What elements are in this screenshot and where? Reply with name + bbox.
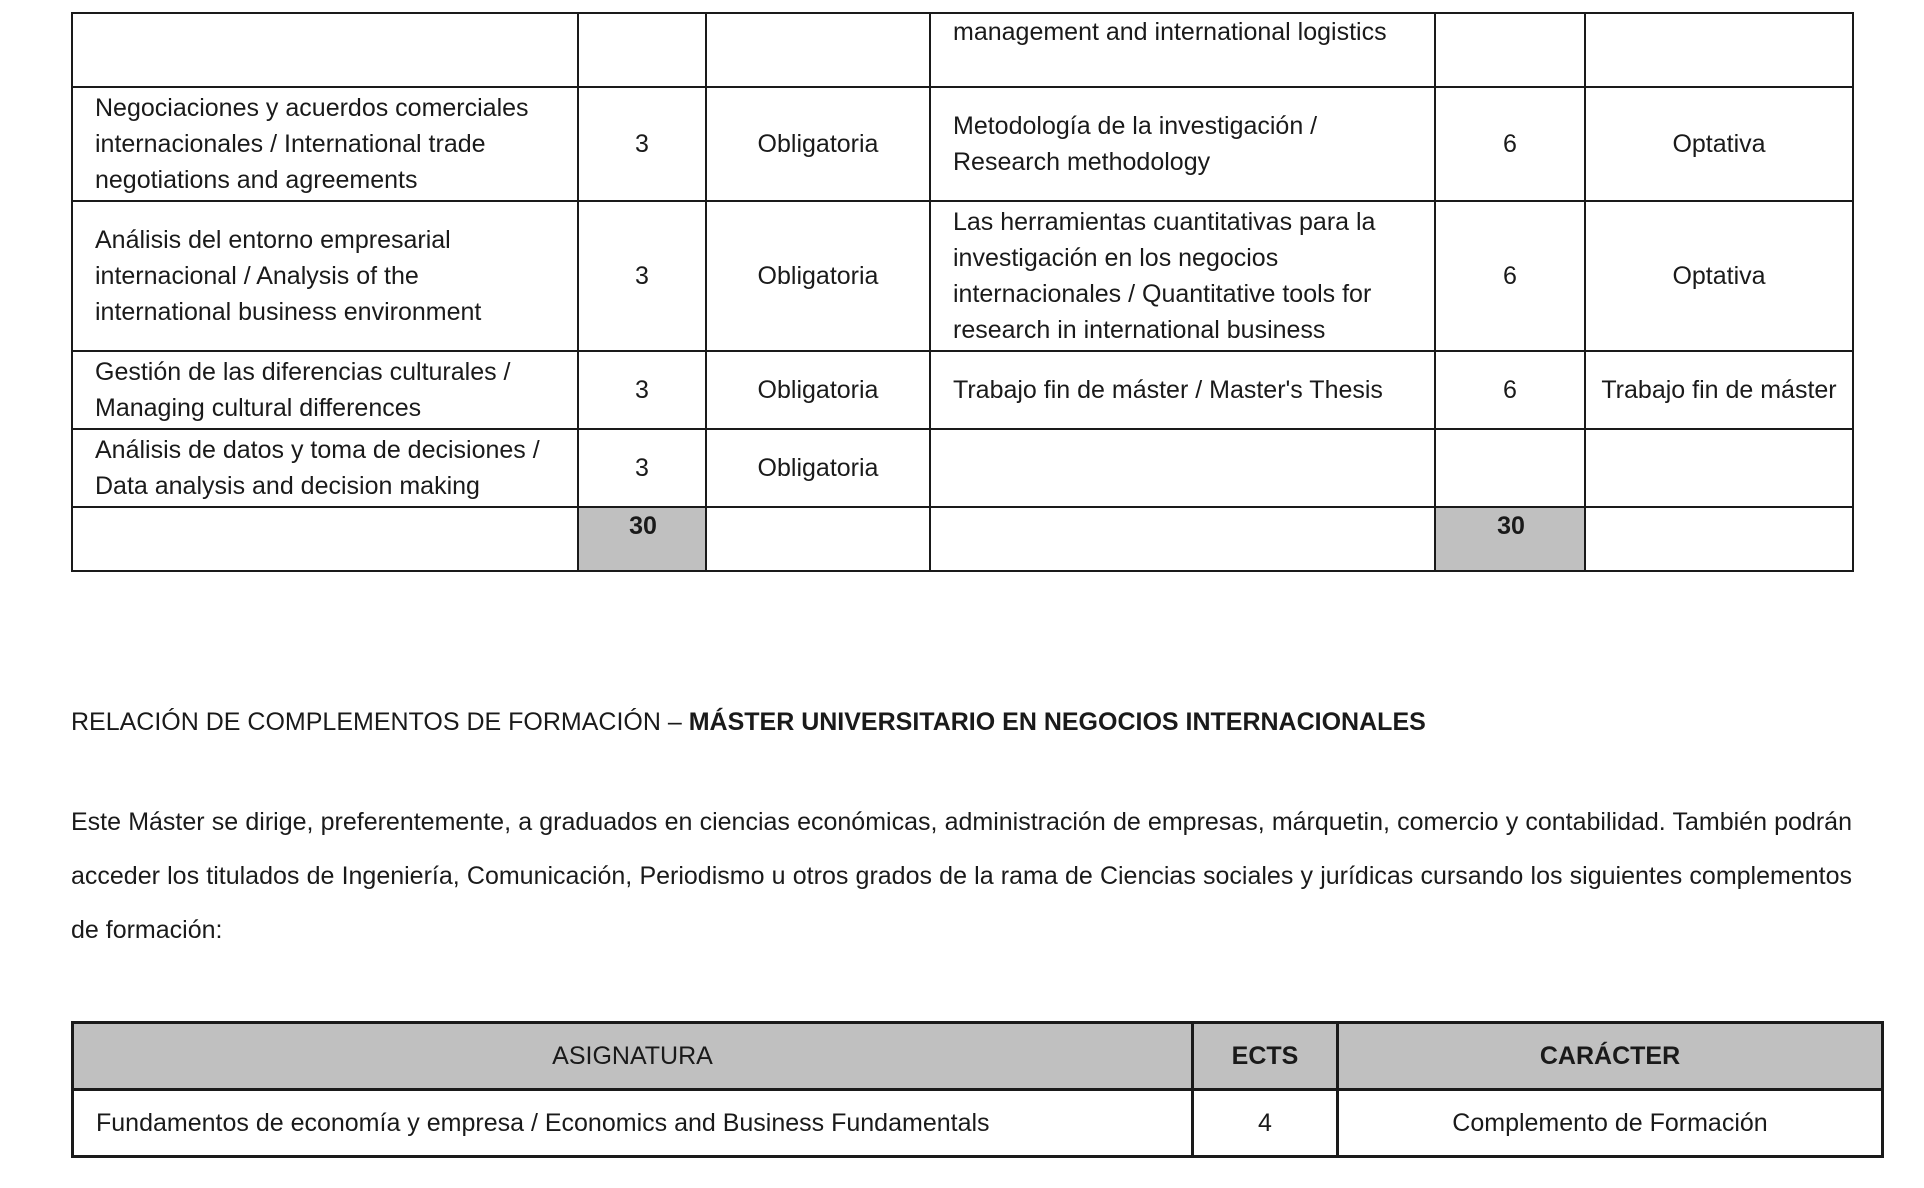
table-row (72, 87, 1853, 201)
section-heading-title: MÁSTER UNIVERSITARIO EN NEGOCIOS INTERNACIONALES (688, 708, 1426, 736)
left-ects-cell: 3 (578, 201, 706, 351)
study-plan-table (71, 12, 1854, 572)
type-cell: Complemento de Formación (1338, 1090, 1883, 1157)
left-ects-cell (578, 13, 706, 87)
table-row (72, 351, 1853, 429)
left-subject-cell: Negociaciones y acuerdos comerciales internacionales / International trade negotiations and agreements (72, 87, 578, 201)
totals-empty-cell (706, 507, 930, 571)
ects-cell: 4 (1193, 1090, 1338, 1157)
section-heading (71, 708, 1426, 737)
left-type-cell: Obligatoria (706, 351, 930, 429)
table-row (72, 201, 1853, 351)
right-subject-cell: management and international logistics (930, 13, 1435, 87)
right-ects-total: 30 (1435, 507, 1585, 571)
complements-table (71, 1021, 1884, 1158)
right-ects-cell (1435, 13, 1585, 87)
right-type-cell: Optativa (1585, 201, 1853, 351)
totals-empty-cell (1585, 507, 1853, 571)
intro-paragraph: Este Máster se dirige, preferentemente, a graduados en ciencias económicas, administración de empresas, márquetin, comercio y contabilidad. También podrán acceder los titulados de Ingeniería, Comunicación, Periodismo u otros grados de la rama de Ciencias sociales y jurídicas cursando los siguientes complementos de formación: (71, 808, 1852, 944)
left-ects-cell: 3 (578, 87, 706, 201)
header-type: CARÁCTER (1338, 1023, 1883, 1090)
left-subject-cell (72, 13, 578, 87)
left-subject-cell: Gestión de las diferencias culturales / Managing cultural differences (72, 351, 578, 429)
right-ects-cell: 6 (1435, 87, 1585, 201)
header-ects: ECTS (1193, 1023, 1338, 1090)
left-subject-cell: Análisis de datos y toma de decisiones / Data analysis and decision making (72, 429, 578, 507)
table-row (72, 429, 1853, 507)
left-ects-cell: 3 (578, 351, 706, 429)
left-type-cell: Obligatoria (706, 429, 930, 507)
right-ects-cell: 6 (1435, 351, 1585, 429)
totals-empty-cell (72, 507, 578, 571)
section-heading-prefix: RELACIÓN DE COMPLEMENTOS DE FORMACIÓN – (71, 708, 689, 736)
table-row (72, 13, 1853, 87)
totals-empty-cell (930, 507, 1435, 571)
right-subject-cell (930, 429, 1435, 507)
right-subject-cell: Las herramientas cuantitativas para la investigación en los negocios internacionales / Quantitative tools for research in international business (930, 201, 1435, 351)
right-type-cell (1585, 13, 1853, 87)
left-ects-total: 30 (578, 507, 706, 571)
right-ects-cell (1435, 429, 1585, 507)
right-subject-cell: Metodología de la investigación / Research methodology (930, 87, 1435, 201)
right-type-cell (1585, 429, 1853, 507)
left-type-cell (706, 13, 930, 87)
left-subject-cell: Análisis del entorno empresarial internacional / Analysis of the international business environment (72, 201, 578, 351)
right-type-cell: Optativa (1585, 87, 1853, 201)
totals-row (72, 507, 1853, 571)
table-row (73, 1090, 1883, 1157)
header-subject: ASIGNATURA (73, 1023, 1193, 1090)
right-ects-cell: 6 (1435, 201, 1585, 351)
left-ects-cell: 3 (578, 429, 706, 507)
table-header-row (73, 1023, 1883, 1090)
left-type-cell: Obligatoria (706, 87, 930, 201)
subject-cell: Fundamentos de economía y empresa / Economics and Business Fundamentals (73, 1090, 1193, 1157)
right-type-cell: Trabajo fin de máster (1585, 351, 1853, 429)
left-type-cell: Obligatoria (706, 201, 930, 351)
right-subject-cell: Trabajo fin de máster / Master's Thesis (930, 351, 1435, 429)
